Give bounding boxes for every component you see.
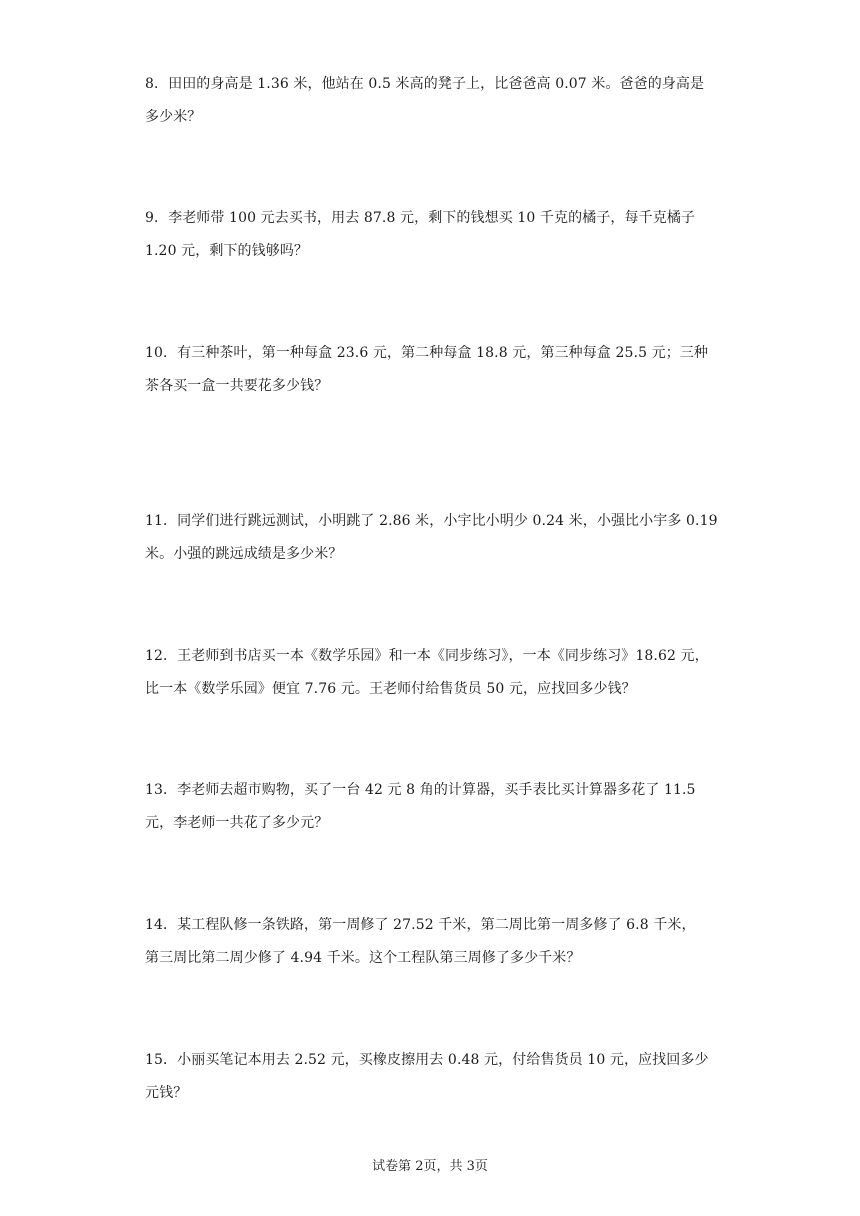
question-line: 多少米？ [145, 109, 202, 125]
question-14 [145, 909, 725, 975]
page-number-label: 试卷第 2页，共 3页 [372, 1159, 488, 1174]
question-line: 12．王老师到书店买一本《数学乐园》和一本《同步练习》，一本《同步练习》18.62 元， [145, 648, 709, 664]
question-line: 15．小丽买笔记本用去 2.52 元，买橡皮擦用去 0.48 元，付给售货员 10 元，应找回多少 [145, 1052, 709, 1068]
question-line: 第三周比第二周少修了 4.94 千米。这个工程队第三周修了多少千米？ [145, 950, 581, 966]
question-line: 14．某工程队修一条铁路，第一周修了 27.52 千米，第二周比第一周多修了 6.8 千米， [145, 917, 696, 933]
question-line: 茶各买一盒一共要花多少钱？ [145, 378, 329, 394]
question-15 [145, 1044, 725, 1110]
question-8 [145, 68, 725, 134]
question-10 [145, 337, 725, 403]
page-footer [0, 1157, 860, 1177]
question-12 [145, 640, 725, 706]
question-line: 11．同学们进行跳远测试，小明跳了 2.86 米，小宇比小明少 0.24 米，小强比小宇多 0.19 [145, 513, 718, 529]
question-11 [145, 505, 725, 571]
question-line: 10．有三种茶叶，第一种每盒 23.6 元，第二种每盒 18.8 元，第三种每盒 25.5 元；三种 [145, 345, 709, 361]
question-9 [145, 202, 725, 268]
question-line: 米。小强的跳远成绩是多少米？ [145, 546, 343, 562]
question-line: 1.20 元，剩下的钱够吗？ [145, 243, 309, 259]
question-line: 8．田田的身高是 1.36 米，他站在 0.5 米高的凳子上，比爸爸高 0.07 米。爸爸的身高是 [145, 76, 705, 92]
question-13 [145, 774, 725, 840]
question-line: 比一本《数学乐园》便宜 7.76 元。王老师付给售货员 50 元，应找回多少钱？ [145, 681, 636, 697]
question-line: 元，李老师一共花了多少元？ [145, 815, 329, 831]
question-line: 13．李老师去超市购物，买了一台 42 元 8 角的计算器，买手表比买计算器多花了 11.5 [145, 782, 696, 798]
question-line: 9．李老师带 100 元去买书，用去 87.8 元，剩下的钱想买 10 千克的橘子，每千克橘子 [145, 210, 696, 226]
question-line: 元钱？ [145, 1085, 188, 1101]
